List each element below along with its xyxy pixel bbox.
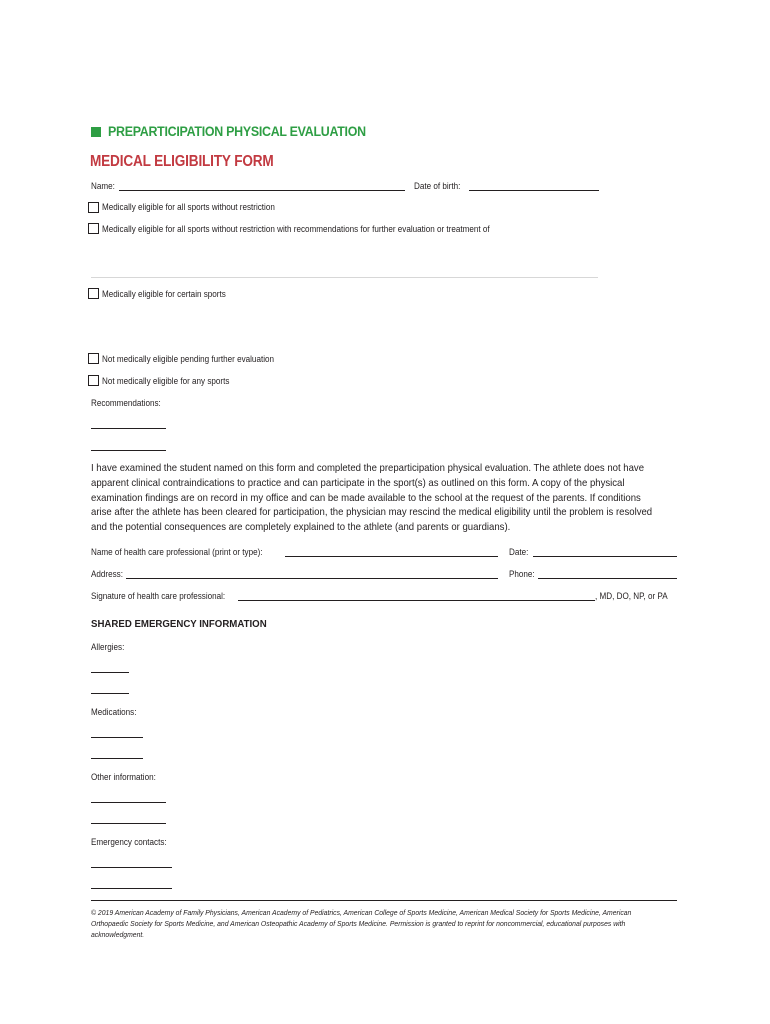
phone-label: Phone: bbox=[509, 569, 535, 579]
name-label: Name: bbox=[91, 181, 115, 191]
allergies-line-2[interactable] bbox=[91, 693, 129, 694]
allergies-label: Allergies: bbox=[91, 642, 125, 652]
name-field[interactable] bbox=[119, 190, 405, 191]
other-info-label: Other information: bbox=[91, 772, 156, 782]
other-info-line-2[interactable] bbox=[91, 823, 166, 824]
signature-label: Signature of health care professional: bbox=[91, 591, 226, 601]
checkbox-not-eligible-pending[interactable] bbox=[88, 353, 99, 364]
other-info-line-1[interactable] bbox=[91, 802, 166, 803]
header-square-icon bbox=[91, 127, 101, 137]
phone-field[interactable] bbox=[538, 578, 677, 579]
divider bbox=[91, 277, 598, 278]
option-not-eligible-pending: Not medically eligible pending further evaluation bbox=[102, 354, 275, 364]
copyright-footer: © 2019 American Academy of Family Physicians, American Academy of Pediatrics, American College of Sports Medicine, American Medical Society for Sports Medicine, American Orthopaedic Society for Sports Medicine, and American Osteopathic Academy of Sports Medicine. Permission is granted to reprint for noncommercial, educational purposes with acknowledgment. bbox=[91, 908, 632, 939]
checkbox-not-eligible-any[interactable] bbox=[88, 375, 99, 386]
physician-statement: I have examined the student named on this form and completed the preparticipation physical evaluation. The athlete does not have apparent clinical contraindications to practice and can participate in the sport(s) as outlined on this form. A copy of the physical examination findings are on record in my office and can be made available to the school at the request of the parents. If conditions arise after the athlete has been cleared for participation, the physician may rescind the medical eligibility until the problem is resolved and the potential consequences are completely explained to the athlete (and parents or guardians). bbox=[91, 463, 653, 534]
allergies-line-1[interactable] bbox=[91, 672, 129, 673]
date-field[interactable] bbox=[533, 556, 677, 557]
medications-label: Medications: bbox=[91, 707, 137, 717]
option-eligible-all: Medically eligible for all sports without restriction bbox=[102, 202, 275, 212]
checkbox-eligible-with-recommendations[interactable] bbox=[88, 223, 99, 234]
emergency-contacts-label: Emergency contacts: bbox=[91, 837, 167, 847]
dob-field[interactable] bbox=[469, 190, 599, 191]
shared-section-title: SHARED EMERGENCY INFORMATION bbox=[91, 618, 267, 630]
option-eligible-certain: Medically eligible for certain sports bbox=[102, 289, 226, 299]
address-label: Address: bbox=[91, 569, 123, 579]
page-title: MEDICAL ELIGIBILITY FORM bbox=[90, 153, 274, 170]
medications-line-1[interactable] bbox=[91, 737, 143, 738]
form-header: PREPARTICIPATION PHYSICAL EVALUATION bbox=[108, 124, 366, 139]
option-eligible-with-recommendations: Medically eligible for all sports without restriction with recommendations for further evaluation or treatment of bbox=[102, 224, 490, 234]
recommendations-label: Recommendations: bbox=[91, 398, 161, 408]
signature-field[interactable] bbox=[238, 600, 595, 601]
dob-label: Date of birth: bbox=[414, 181, 461, 191]
medications-line-2[interactable] bbox=[91, 758, 143, 759]
hcp-name-label: Name of health care professional (print or type): bbox=[91, 547, 263, 557]
hcp-name-field[interactable] bbox=[285, 556, 498, 557]
footer-divider bbox=[91, 900, 677, 901]
option-not-eligible-any: Not medically eligible for any sports bbox=[102, 376, 230, 386]
recommendations-line-2[interactable] bbox=[91, 450, 166, 451]
emergency-contacts-line-1[interactable] bbox=[91, 867, 172, 868]
recommendations-line-1[interactable] bbox=[91, 428, 166, 429]
date-label: Date: bbox=[509, 547, 529, 557]
emergency-contacts-line-2[interactable] bbox=[91, 888, 172, 889]
credentials-label: , MD, DO, NP, or PA bbox=[595, 591, 668, 601]
checkbox-eligible-all[interactable] bbox=[88, 202, 99, 213]
address-field[interactable] bbox=[126, 578, 498, 579]
checkbox-eligible-certain[interactable] bbox=[88, 288, 99, 299]
